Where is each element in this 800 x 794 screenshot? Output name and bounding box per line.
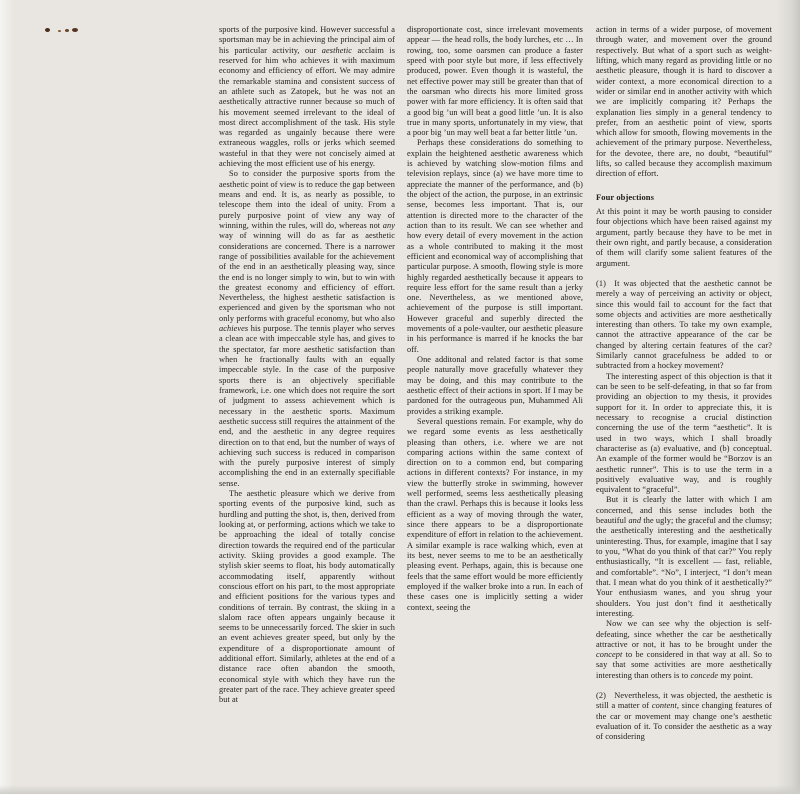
paragraph: The aesthetic pleasure which we derive from sporting events of the purposive kind, such as hurdling and putting the shot, is, then, derived from looking at, or performing, actions which we take to be approaching the ideal of totally concise direction towards the required end of the particular activity. Skiing provides a good example. The stylish skier seems to float, his body automatically accommodating itself, apparently without conscious effort on his part, to the most appropriate and efficient positions for the various types and conditions of terrain. By contrast, the skiing in a slalom race often appears ungainly because it seems to be unnecessarily forced. The skier in such an event achieves greater speed, but only by the expenditure of a disproportionate amount of additional effort. Similarly, athletes at the end of a distance race often abandon the smooth, economical style with which they have run the greater part of the race. They achieve greater speed but at (219, 489, 395, 705)
paragraph: action in terms of a wider purpose, of movement through water, and movement over the ground respectively. But what of a sport such as weight-lifting, which many regard as providing little or no aesthetic pleasure, though it is hard to discover a wider context, a more economical direction to a wider or similar end in another activity with which we are implicitly comparing it? Perhaps the explanation lies simply in a general tendency to prefer, from an aesthetic point of view, sports which allow for smooth, flowing movements in the achievement of the primary purpose. Nevertheless, for the devotee, there are, no doubt, “beautiful” lifts, so called because they accomplish maximum direction of effort. (596, 25, 772, 179)
paragraph: So to consider the purposive sports from the aesthetic point of view is to reduce the gap between means and end. It is, as nearly as possible, to telescope them into the ideal of unity. From a purely purposive point of view any way of winning, within the rules, will do, whereas not any way of winning will do as far as aesthetic considerations are concerned. There is a narrower range of possibilities available for the achievement of the end in an aesthetically pleasing way, since the end is no longer simply to win, but to win with the greatest economy and efficiency of effort. Nevertheless, the highest aesthetic satisfaction is experienced and given by the sportsman who not only performs with graceful economy, but who also achieves his purpose. The tennis player who serves a clean ace with impeccable style has, and gives to the spectator, far more aesthetic satisfaction than when he fractionally faults with an equally impeccable style. In the case of the purposive sports there is an objectively specifiable framework, i.e. one which does not require the sort of judgment to assess achievement which is necessary in the aesthetic sports. Maximum aesthetic success still requires the attainment of the end, and the aesthetic in any degree requires direction on to that end, but the number of ways of achieving such success is reduced in comparison with the purely purposive interest of simply accomplishing the end in an externally specifiable sense. (219, 169, 395, 488)
paragraph: At this point it may be worth pausing to consider four objections which have been raised against my argument, partly because they have to be met in their own right, and partly because, a consideration of them will clarify some salient features of the argument. (596, 207, 772, 268)
page-edge-left-highlight (0, 0, 14, 794)
paragraph: One additonal and related factor is that some people naturally move gracefully whatever they may be doing, and this may contribute to the aesthetic effect of their actions in sport. If I may be pardoned for the outrageous pun, Muhammed Ali provides a striking example. (407, 355, 583, 416)
paragraph: The interesting aspect of this objection is that it can be seen to be self-defeating, in that so far from providing an objection to my thesis, it provides support for it. In order to appreciate this, it is necessary to recognise a crucial distinction concerning the use of the term “aesthetic”. It is used in two ways, which I shall broadly characterise as (a) evaluative, and (b) conceptual. An example of the former would be “Borzov is an aesthetic runner”. This is to use the term in a positively evaluative way, and is roughly equivalent to “graceful”. (596, 371, 772, 495)
ink-speck (65, 29, 69, 32)
ink-speck (58, 30, 61, 32)
paragraph: sports of the purposive kind. However successful a sportsman may be in achieving the principal aim of his particular activity, our aesthetic acclaim is reserved for him who achieves it with maximum economy and efficiency of effort. We may admire the remarkable stamina and consistent success of an athlete such as Zatopek, but he was not an aesthetically attractive runner because so much of his movement seemed irrelevant to the ideal of most direct accomplishment of the task. His style was regarded as ungainly because there were extraneous waggles, rolls or jerks which seemed wasteful in that they were not concisely aimed at achieving the most efficient use of his energy. (219, 25, 396, 169)
page-edge-right-shadow (776, 0, 800, 794)
ink-speck (45, 28, 50, 32)
paragraph: (2) Nevertheless, it was objected, the aesthetic is still a matter of content, since changing features of the car or movement may change one’s aesthetic evaluation of it. To consider the aesthetic as a way of considering (596, 691, 772, 742)
text-column-1 (219, 25, 395, 706)
paragraph: disproportionate cost, since irrelevant movements appear — the head rolls, the body lurches, etc … In rowing, too, some oarsmen can produce a faster speed with poor style but more, if less effectively produced, power. Even though it is wasteful, the net effective power may still be greater than that of the oarsman who directs his more limited gross power with far more efficiency. It is often said that a good big ’un will beat a good little ’un. It is also true in many sports, unfortunately in my view, that a poor big ’un may well beat a far better little ’un. (407, 25, 583, 138)
text-column-2 (407, 25, 583, 613)
paragraph: But it is clearly the latter with which I am concerned, and this sense includes both the beautiful and the ugly; the graceful and the clumsy; the aesthetically interesting and the aesthetically uninteresting. Thus, for example, imagine that I say to you, “What do you think of that car?” You reply enthusiastically, “It is excellent — fast, reliable, and comfortable”. “No”, I interject, “I don’t mean that. I mean what do you think of it aesthetically?” Your enthusiasm wanes, and you shrug your shoulders. You just don’t find it aesthetically interesting. (596, 495, 772, 618)
page-edge-bottom-shadow (0, 785, 800, 794)
paragraph: (1) It was objected that the aesthetic cannot be merely a way of perceiving an activity or object, since this would fail to account for the fact that some objects and activities are more aesthetically interesting than others. To take my own example, cannot the attractive appearance of the car be changed by altering certain features of the car? Similarly cannot gracefulness be added to or subtracted from a hockey movement? (596, 278, 772, 371)
paragraph: Perhaps these considerations do something to explain the heightened aesthetic awareness which is achieved by watching slow-motion films and television replays, since (a) we have more time to appreciate the manner of the performance, and (b) the object of the action, the purpose, in an extrinsic sense, becomes less important. That is, our attention is directed more to the character of the action than to its result. We can see whether and how every detail of every movement in the action as a whole contributed to making it the most efficient and economical way of accomplishing that particular purpose. A smooth, flowing style is more highly regarded aesthetically because it appears to require less effort for the same result than a jerky one. Nevertheless, as we mentioned above, achievement of the purpose is still important. However graceful and superbly directed the movements of a pole-vaulter, our aesthetic pleasure in his performance is marred if he knocks the bar off. (407, 138, 583, 354)
paragraph: Now we can see why the objection is self-defeating, since whether the car be aesthetically attractive or not, it has to be brought under the concept to be considered in that way at all. So to say that some activities are more aesthetically interesting than others is to concede my point. (596, 619, 772, 680)
section-heading: Four objections (596, 191, 654, 202)
text-column-3 (596, 25, 772, 743)
ink-speck (72, 28, 78, 32)
paragraph: Several questions remain. For example, why do we regard some events as less aesthetically pleasing than others, i.e. where we are not comparing actions within the same context of direction on to a common end, but comparing actions in different contexts? For instance, in my view the butterfly stroke in swimming, however well performed, seems less aesthetically pleasing than the crawl. Perhaps this is because it looks less efficient as a way of moving through the water, since there appears to be a disproportionate expenditure of effort in relation to the achievement. A similar example is race walking which, even at its best, never seems to me to be an aesthetically pleasing event. Perhaps, again, this is because one feels that the same effort would be more efficiently employed if the walker broke into a run. In each of these cases one is implicitly setting a wider context, seeing the (407, 416, 583, 612)
